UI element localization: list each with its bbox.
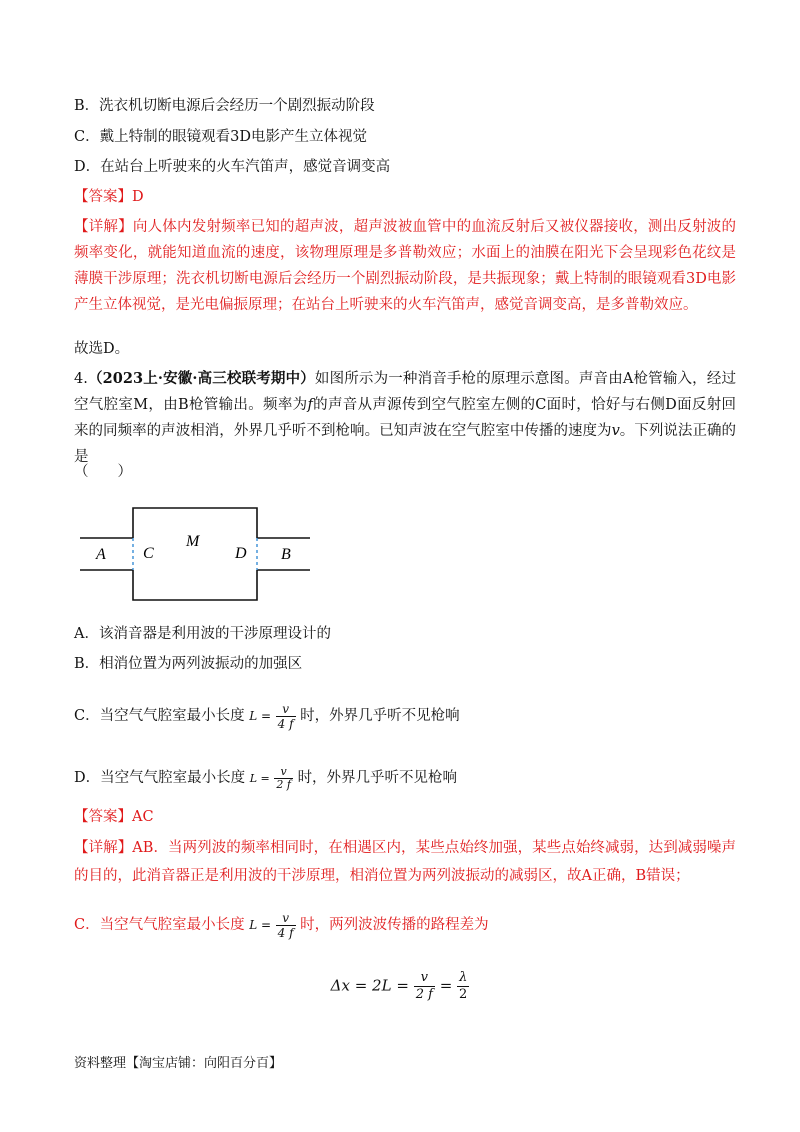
q4-option-c-text: C．当空气气腔室最小长度: [74, 708, 245, 724]
fraction-denominator: 2: [459, 987, 468, 1002]
diagram-label-d: D: [235, 545, 247, 562]
formula-equals: =: [439, 976, 453, 995]
q4-option-d-suffix: 时，外界几乎听不见枪响: [297, 770, 458, 786]
q4-detail-c-text: C．当空气气腔室最小长度: [74, 917, 245, 933]
q4-stem-v: v: [611, 423, 620, 439]
q4-option-d-fraction: [274, 766, 293, 791]
q4-answer-blank: （ ）: [74, 464, 132, 480]
formula-fraction-2: [457, 970, 469, 1003]
q4-stem-part3: 。下列说法正确的是: [74, 423, 736, 465]
q3-option-d: D．在站台上听驶来的火车汽笛声，感觉音调变高: [74, 159, 391, 175]
formula-lhs: Δx = 2L =: [330, 976, 409, 995]
q4-detail-ab: 【详解】AB．当两列波的频率相同时，在相遇区内，某些点始终加强，某些点始终减弱，达到减弱噪声的目的，此消音器正是利用波的干涉原理，相消位置为两列波振动的减弱区，故A正确，B错误；: [74, 840, 736, 884]
q4-option-c: [74, 696, 734, 736]
formula-fraction-1: [414, 970, 435, 1003]
q4-option-c-fraction: [276, 702, 296, 731]
fraction-denominator: 4 f: [277, 925, 294, 940]
fraction-numerator: v: [414, 970, 435, 987]
path-difference-formula: [0, 970, 800, 1003]
q4-option-c-lhs: L =: [249, 709, 272, 723]
q3-answer: 【答案】D: [74, 189, 144, 205]
q4-option-d: [74, 758, 734, 798]
fraction-numerator: v: [274, 766, 293, 779]
q4-answer: 【答案】AC: [74, 809, 154, 825]
fraction-numerator: v: [276, 702, 296, 717]
q3-option-c: C．戴上特制的眼镜观看3D电影产生立体视觉: [74, 129, 367, 145]
q4-option-d-lhs: L =: [249, 772, 270, 785]
q4-option-d-text: D．当空气气腔室最小长度: [74, 770, 246, 786]
q3-conclusion: 故选D。: [74, 341, 130, 357]
q3-option-b: B．洗衣机切断电源后会经历一个剧烈振动阶段: [74, 98, 375, 114]
q4-source: （2023上·安徽·高三校联考期中）: [87, 370, 315, 387]
q4-detail-c: [74, 905, 734, 945]
q4-number: 4.: [74, 371, 88, 387]
fraction-numerator: λ: [457, 970, 469, 987]
diagram-outline: [80, 508, 310, 600]
q4-detail-c-suffix: 时，两列波波传播的路程差为: [300, 917, 489, 933]
fraction-denominator: 2 f: [415, 987, 433, 1002]
diagram-label-c: C: [143, 545, 154, 562]
q4-option-c-suffix: 时，外界几乎听不见枪响: [300, 708, 460, 724]
q4-option-b: B．相消位置为两列波振动的加强区: [74, 656, 303, 672]
q4-option-a: A．该消音器是利用波的干涉原理设计的: [74, 626, 331, 642]
fraction-numerator: v: [276, 911, 296, 926]
page-footer: 资料整理【淘宝店铺：向阳百分百】: [74, 1056, 283, 1071]
q4-stem-part1: 如图所示为一种消音手枪的原理示意图。声音由A枪管输入，经过空气腔室M，由B枪管输出。频率为: [74, 371, 736, 413]
diagram-label-m: M: [186, 533, 200, 550]
diagram-label-a: A: [96, 546, 106, 563]
q4-stem-part2: 的声音从声源传到空气腔室左侧的C面时，恰好与右侧D面反射回来的同频率的声波相消，外界几乎听不到枪响。已知声波在空气腔室中传播的速度为: [74, 397, 736, 439]
fraction-denominator: 2 f: [276, 777, 291, 791]
q4-stem-f: f: [307, 397, 313, 413]
fraction-denominator: 4 f: [277, 716, 294, 731]
q4-detail-c-fraction: [276, 911, 296, 940]
q3-detail: 【详解】向人体内发射频率已知的超声波，超声波被血管中的血流反射后又被仪器接收，测出反射波的频率变化，就能知道血流的速度，该物理原理是多普勒效应；水面上的油膜在阳光下会呈现彩色花纹是薄膜干涉原理；洗衣机切断电源后会经历一个剧烈振动阶段，是共振现象；戴上特制的眼镜观看3D电影产生立体视觉，是光电偏振原理；在站台上听驶来的火车汽笛声，感觉音调变高，是多普勒效应。: [74, 219, 736, 313]
diagram-label-b: B: [281, 546, 291, 563]
q4-detail-c-lhs: L =: [249, 918, 272, 932]
